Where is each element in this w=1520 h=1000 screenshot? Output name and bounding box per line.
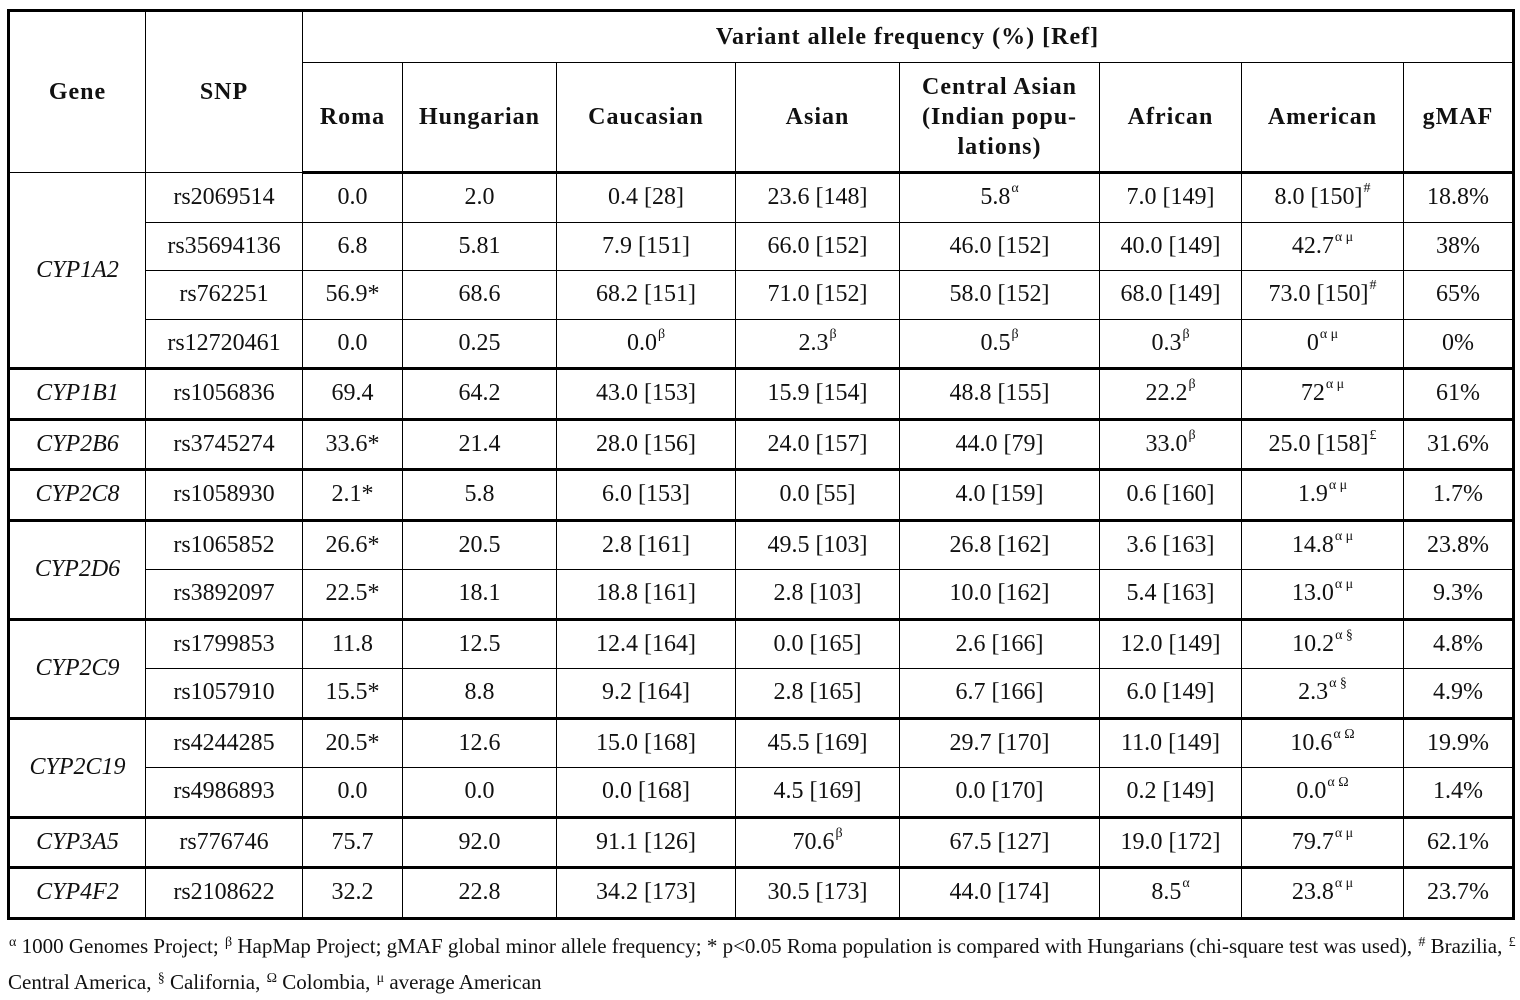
gene-header: Gene <box>9 11 146 173</box>
frequency-cell: 7.0 [149] <box>1100 173 1242 223</box>
frequency-cell: 31.6% <box>1404 419 1514 470</box>
table-row <box>9 222 1514 271</box>
frequency-cell: 38% <box>1404 222 1514 271</box>
gene-cell: CYP3A5 <box>9 817 146 868</box>
frequency-cell: $13.0^{\alpha \mu}$ <box>1242 570 1404 620</box>
frequency-cell: 18.8% <box>1404 173 1514 223</box>
frequency-cell: 0.0 <box>403 768 557 818</box>
frequency-cell: 12.4 [164] <box>557 619 736 669</box>
frequency-cell: $10.6^{\alpha \Omega}$ <box>1242 718 1404 768</box>
snp-cell: rs762251 <box>146 271 303 320</box>
gene-cell: CYP4F2 <box>9 868 146 919</box>
frequency-cell: 15.0 [168] <box>557 718 736 768</box>
frequency-cell: 12.6 <box>403 718 557 768</box>
frequency-cell: 22.8 <box>403 868 557 919</box>
frequency-cell: 2.6 [166] <box>900 619 1100 669</box>
snp-cell: rs1065852 <box>146 520 303 570</box>
frequency-cell: 34.2 [173] <box>557 868 736 919</box>
table-row <box>9 570 1514 620</box>
frequency-cell: 0.0 <box>303 173 403 223</box>
frequency-cell: 68.0 [149] <box>1100 271 1242 320</box>
table-row <box>9 768 1514 818</box>
gene-cell: CYP2D6 <box>9 520 146 619</box>
snp-cell: rs1057910 <box>146 669 303 719</box>
frequency-cell: $42.7^{\alpha \mu}$ <box>1242 222 1404 271</box>
snp-cell: rs2108622 <box>146 868 303 919</box>
column-header-asian: Asian <box>736 63 900 173</box>
table-row <box>9 271 1514 320</box>
frequency-cell: 46.0 [152] <box>900 222 1100 271</box>
frequency-cell: 12.0 [149] <box>1100 619 1242 669</box>
frequency-cell: $14.8^{\alpha \mu}$ <box>1242 520 1404 570</box>
frequency-cell: $79.7^{\alpha \mu}$ <box>1242 817 1404 868</box>
frequency-cell: 3.6 [163] <box>1100 520 1242 570</box>
snp-cell: rs12720461 <box>146 319 303 369</box>
frequency-cell: $33.0^\beta$ <box>1100 419 1242 470</box>
snp-cell: rs1056836 <box>146 369 303 420</box>
frequency-cell: $2.3^\beta$ <box>736 319 900 369</box>
frequency-cell: 20.5* <box>303 718 403 768</box>
frequency-cell: 45.5 [169] <box>736 718 900 768</box>
frequency-cell: 5.81 <box>403 222 557 271</box>
gene-cell: CYP2C8 <box>9 470 146 521</box>
frequency-cell: 0.2 [149] <box>1100 768 1242 818</box>
gene-cell: CYP2C19 <box>9 718 146 817</box>
frequency-cell: 5.4 [163] <box>1100 570 1242 620</box>
frequency-cell: 56.9* <box>303 271 403 320</box>
table-footnote: $^\alpha$ 1000 Genomes Project; $^\beta$ HapMap Project; gMAF global minor allele frequency; * p<0.05 Roma population is compared with Hungarians (chi-square test was used), # Brazilia, £ Central America, § California, $^\Omega$ Colombia, $^\mu$ average American <box>8 934 1516 994</box>
column-header-roma: Roma <box>303 63 403 173</box>
frequency-cell: 0.6 [160] <box>1100 470 1242 521</box>
frequency-cell: 0.0 <box>303 319 403 369</box>
column-header-african: African <box>1100 63 1242 173</box>
snp-cell: rs1799853 <box>146 619 303 669</box>
frequency-cell: 6.8 <box>303 222 403 271</box>
frequency-cell: 11.0 [149] <box>1100 718 1242 768</box>
snp-cell: rs1058930 <box>146 470 303 521</box>
frequency-cell: 0.25 <box>403 319 557 369</box>
frequency-cell: 2.8 [161] <box>557 520 736 570</box>
frequency-cell: $1.9^{\alpha \mu}$ <box>1242 470 1404 521</box>
frequency-cell: 32.2 <box>303 868 403 919</box>
frequency-cell: 68.6 <box>403 271 557 320</box>
frequency-cell: 75.7 <box>303 817 403 868</box>
allele-frequency-table <box>7 9 1515 920</box>
gene-cell: CYP1B1 <box>9 369 146 420</box>
frequency-cell: 19.9% <box>1404 718 1514 768</box>
frequency-cell: 67.5 [127] <box>900 817 1100 868</box>
frequency-cell: $22.2^\beta$ <box>1100 369 1242 420</box>
frequency-cell: $8.5^\alpha$ <box>1100 868 1242 919</box>
frequency-cell: 8.0 [150]# <box>1242 173 1404 223</box>
table-row <box>9 619 1514 669</box>
column-header-hungarian: Hungarian <box>403 63 557 173</box>
frequency-cell: 29.7 [170] <box>900 718 1100 768</box>
frequency-cell: 4.8% <box>1404 619 1514 669</box>
frequency-cell: 6.0 [153] <box>557 470 736 521</box>
frequency-cell: 43.0 [153] <box>557 369 736 420</box>
frequency-cell: 71.0 [152] <box>736 271 900 320</box>
table-row <box>9 319 1514 369</box>
frequency-cell: 23.7% <box>1404 868 1514 919</box>
frequency-cell: 2.8 [165] <box>736 669 900 719</box>
frequency-cell: 20.5 <box>403 520 557 570</box>
frequency-cell: $0.3^\beta$ <box>1100 319 1242 369</box>
frequency-cell: 11.8 <box>303 619 403 669</box>
snp-cell: rs776746 <box>146 817 303 868</box>
frequency-cell: 4.5 [169] <box>736 768 900 818</box>
snp-cell: rs4986893 <box>146 768 303 818</box>
snp-cell: rs3745274 <box>146 419 303 470</box>
snp-cell: rs2069514 <box>146 173 303 223</box>
frequency-cell: 9.2 [164] <box>557 669 736 719</box>
frequency-cell: 73.0 [150]# <box>1242 271 1404 320</box>
frequency-cell: 21.4 <box>403 419 557 470</box>
table-row <box>9 669 1514 719</box>
frequency-cell: 69.4 <box>303 369 403 420</box>
frequency-cell: 91.1 [126] <box>557 817 736 868</box>
column-header-central: Central Asian (Indian popu-lations) <box>900 63 1100 173</box>
column-header-american: American <box>1242 63 1404 173</box>
frequency-cell: 0.0 [55] <box>736 470 900 521</box>
frequency-cell: 0% <box>1404 319 1514 369</box>
frequency-cell: 0.0 [170] <box>900 768 1100 818</box>
frequency-cell: 65% <box>1404 271 1514 320</box>
frequency-cell: 0.4 [28] <box>557 173 736 223</box>
frequency-cell: 2.8 [103] <box>736 570 900 620</box>
frequency-cell: 64.2 <box>403 369 557 420</box>
frequency-cell: $0.0^{\alpha \Omega}$ <box>1242 768 1404 818</box>
frequency-cell: $0.5^\beta$ <box>900 319 1100 369</box>
frequency-cell: 1.7% <box>1404 470 1514 521</box>
frequency-cell: 26.8 [162] <box>900 520 1100 570</box>
table-row <box>9 817 1514 868</box>
column-header-caucasian: Caucasian <box>557 63 736 173</box>
frequency-cell: 61% <box>1404 369 1514 420</box>
variant-allele-frequency-header: Variant allele frequency (%) [Ref] <box>303 11 1514 63</box>
frequency-cell: 25.0 [158]£ <box>1242 419 1404 470</box>
frequency-cell: $10.2^{\alpha \S}$ <box>1242 619 1404 669</box>
frequency-cell: 22.5* <box>303 570 403 620</box>
gene-cell: CYP2B6 <box>9 419 146 470</box>
frequency-cell: $2.3^{\alpha \S}$ <box>1242 669 1404 719</box>
frequency-cell: 5.8 <box>403 470 557 521</box>
frequency-cell: 92.0 <box>403 817 557 868</box>
frequency-cell: 0.0 <box>303 768 403 818</box>
snp-cell: rs4244285 <box>146 718 303 768</box>
frequency-cell: 2.0 <box>403 173 557 223</box>
gene-cell: CYP1A2 <box>9 173 146 369</box>
frequency-cell: 6.0 [149] <box>1100 669 1242 719</box>
frequency-cell: 44.0 [79] <box>900 419 1100 470</box>
frequency-cell: 2.1* <box>303 470 403 521</box>
frequency-cell: $5.8^\alpha$ <box>900 173 1100 223</box>
frequency-cell: $0^{\alpha \mu}$ <box>1242 319 1404 369</box>
table-row <box>9 369 1514 420</box>
frequency-cell: 18.1 <box>403 570 557 620</box>
frequency-cell: $72^{\alpha \mu}$ <box>1242 369 1404 420</box>
frequency-cell: 24.0 [157] <box>736 419 900 470</box>
frequency-cell: 28.0 [156] <box>557 419 736 470</box>
frequency-cell: 49.5 [103] <box>736 520 900 570</box>
table-row <box>9 470 1514 521</box>
frequency-cell: 62.1% <box>1404 817 1514 868</box>
frequency-cell: 0.0 [165] <box>736 619 900 669</box>
table-row <box>9 419 1514 470</box>
table-row <box>9 868 1514 919</box>
frequency-cell: 48.8 [155] <box>900 369 1100 420</box>
frequency-cell: 4.0 [159] <box>900 470 1100 521</box>
frequency-cell: 4.9% <box>1404 669 1514 719</box>
frequency-cell: 23.8% <box>1404 520 1514 570</box>
snp-cell: rs35694136 <box>146 222 303 271</box>
frequency-cell: 15.5* <box>303 669 403 719</box>
frequency-cell: 66.0 [152] <box>736 222 900 271</box>
frequency-cell: 0.0 [168] <box>557 768 736 818</box>
frequency-cell: 23.6 [148] <box>736 173 900 223</box>
table-row <box>9 173 1514 223</box>
frequency-cell: 30.5 [173] <box>736 868 900 919</box>
frequency-cell: 9.3% <box>1404 570 1514 620</box>
frequency-cell: 7.9 [151] <box>557 222 736 271</box>
frequency-cell: 10.0 [162] <box>900 570 1100 620</box>
frequency-cell: 40.0 [149] <box>1100 222 1242 271</box>
frequency-cell: 8.8 <box>403 669 557 719</box>
table-row <box>9 520 1514 570</box>
frequency-cell: 26.6* <box>303 520 403 570</box>
snp-cell: rs3892097 <box>146 570 303 620</box>
frequency-cell: $0.0^\beta$ <box>557 319 736 369</box>
column-header-gmaf: gMAF <box>1404 63 1514 173</box>
table-row <box>9 718 1514 768</box>
frequency-cell: $23.8^{\alpha \mu}$ <box>1242 868 1404 919</box>
frequency-cell: 44.0 [174] <box>900 868 1100 919</box>
frequency-cell: 1.4% <box>1404 768 1514 818</box>
frequency-cell: 19.0 [172] <box>1100 817 1242 868</box>
frequency-cell: 15.9 [154] <box>736 369 900 420</box>
frequency-cell: 58.0 [152] <box>900 271 1100 320</box>
frequency-cell: 6.7 [166] <box>900 669 1100 719</box>
gene-cell: CYP2C9 <box>9 619 146 718</box>
frequency-cell: 18.8 [161] <box>557 570 736 620</box>
frequency-cell: 68.2 [151] <box>557 271 736 320</box>
frequency-cell: 12.5 <box>403 619 557 669</box>
snp-header: SNP <box>146 11 303 173</box>
frequency-cell: 33.6* <box>303 419 403 470</box>
frequency-cell: $70.6^\beta$ <box>736 817 900 868</box>
